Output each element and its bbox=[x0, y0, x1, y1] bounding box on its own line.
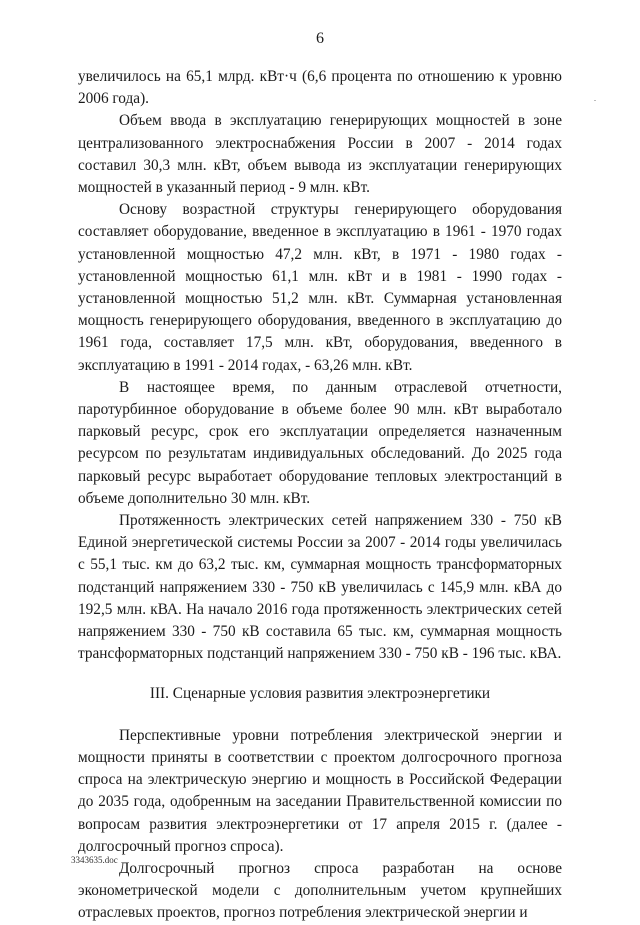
paragraph-age-structure: Основу возрастной структуры генерирующего оборудования составляет оборудование, введенное в эксплуатацию в 1961 - 1970 годах установленной мощностью 47,2 млн. кВт, в 1971 - 1980 годах - установленной мощностью 61,1 млн. кВт и в 1981 - 1990 годах - установленной мощностью 51,2 млн. кВт. Суммарная установленная мощность генерирующего оборудования, введенного в эксплуатацию до 1961 года, составляет 17,5 млн. кВт, оборудования, введенного в эксплуатацию в 1991 - 2014 годах, - 63,26 млн. кВт. bbox=[78, 201, 562, 374]
page-number: 6 bbox=[316, 30, 324, 47]
paragraph-consumption-levels: Перспективные уровни потребления электрической энергии и мощности приняты в соответствии с проектом долгосрочного прогноза спроса на электрическую энергию и мощность в Российской Федерации до 2035 года, одобренным на заседании Правительственной комиссии по вопросам развития электроэнергетики от 17 апреля 2015 г. (далее - долгосрочный прогноз спроса). bbox=[78, 726, 562, 855]
scan-speck bbox=[594, 100, 596, 101]
paragraph-commissioning: Объем ввода в эксплуатацию генерирующих мощностей в зоне централизованного электроснабжения России в 2007 - 2014 годах составил 30,3 млн. кВт, объем вывода из эксплуатации генерирующих мощностей в указанный период - 9 млн. кВт. bbox=[78, 112, 562, 197]
paragraph-park-resource: В настоящее время, по данным отраслевой отчетности, паротурбинное оборудование в объеме более 90 млн. кВт выработало парковый ресурс, срок его эксплуатации определяется назначенным ресурсом по результатам индивидуальных обследований. До 2025 года парковый ресурс выработает оборудование тепловых электростанций в объеме дополнительно 30 млн. кВт. bbox=[78, 378, 562, 507]
footer-filename: 3343635.doc bbox=[71, 855, 118, 865]
document-body bbox=[78, 66, 562, 925]
paragraph-continuation: увеличилось на 65,1 млрд. кВт·ч (6,6 процента по отношению к уровню 2006 года). bbox=[78, 68, 562, 108]
paragraph-forecast-model: Долгосрочный прогноз спроса разработан на основе эконометрической модели с дополнительным учетом крупнейших отраслевых проектов, прогноз потребления электрической энергии и bbox=[78, 859, 562, 922]
paragraph-grid-length: Протяженность электрических сетей напряжением 330 - 750 кВ Единой энергетической системы России за 2007 - 2014 годы увеличилась с 55,1 тыс. км до 63,2 тыс. км, суммарная мощность трансформаторных подстанций напряжением 330 - 750 кВ увеличилась с 145,9 млн. кВА до 192,5 млн. кВА. На начало 2016 года протяженность электрических сетей напряжением 330 - 750 кВ составила 65 тыс. км, суммарная мощность трансформаторных подстанций напряжением 330 - 750 кВ - 196 тыс. кВА. bbox=[78, 512, 562, 663]
section-heading: III. Сценарные условия развития электроэнергетики bbox=[149, 685, 491, 703]
